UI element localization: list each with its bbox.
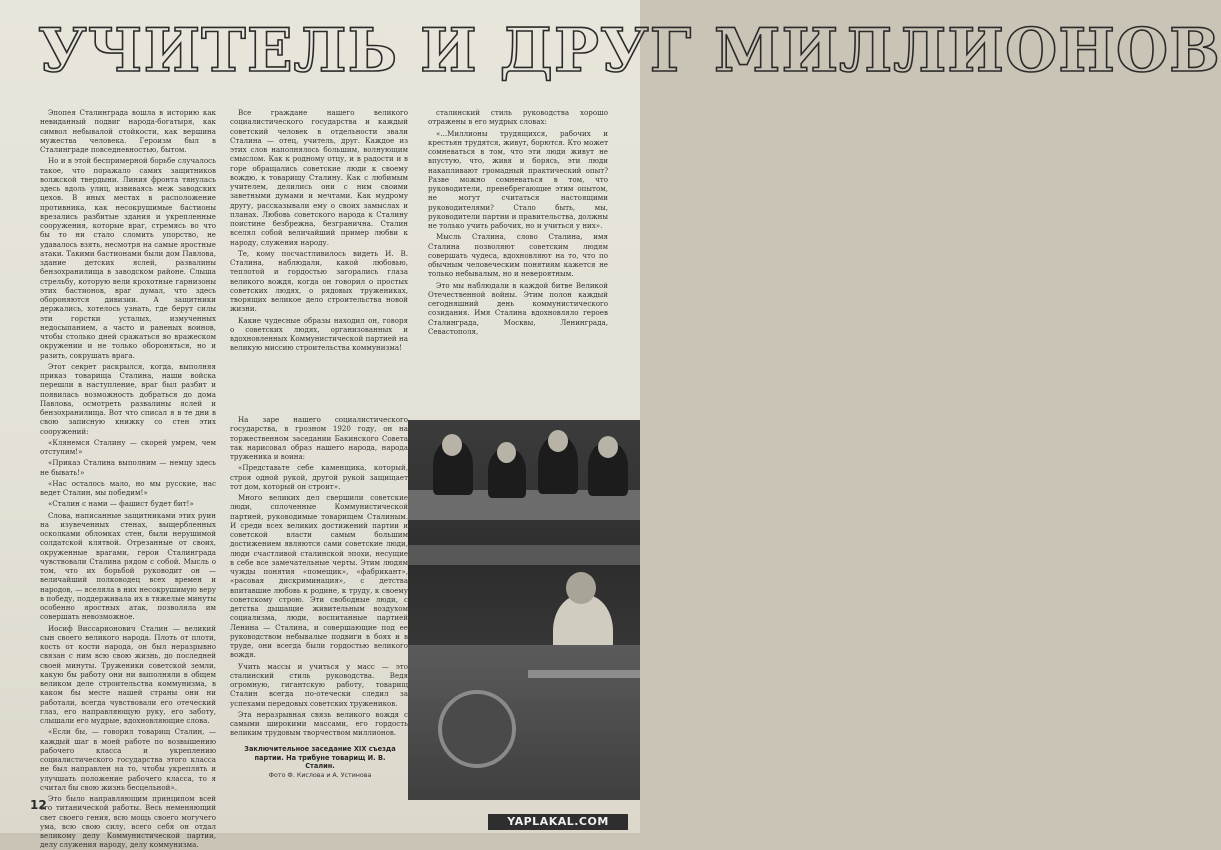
paragraph: Какие чудесные образы находил он, говоря о советских людях, организованных и вдохновленных Коммунистической партией на великую миссию строительства коммунизма! (230, 315, 408, 353)
paragraph: Слова, написанные защитниками этих руин на изувеченных стенах, выщербленных осколками обломках стен, были нерушимой солдатской клятвой. Отрезанные от своих, окруженные врагами, герои Сталинграда чувствовали Сталина рядом с собой. Мысль о том, что их борьбой руководит он — величайший полководец всех времен и народов, — вселяла в них несокрушимую веру в победу, поддерживала их в тяжелые минуты особенно яростных атак, позволяла им совершать невозможное. (40, 510, 216, 622)
paragraph: Все граждане нашего великого социалистического государства и каждый советский человек в отдельности звали Сталина — отец, учитель, друг. Каждое из этих слов наполнялось большим, волнующим смыслом. Как к родному отцу, и в радости и в горе обращались советские люди к своему вождю, к товарищу Сталину. Как с любимым учителем, делились они с ним своими заветными думами и мечтами. Как мудрому другу, рассказывали ему о своих замыслах и планах. Любовь советского народа к Сталину поистине безбрежна, безгранична. Сталин вселял собой величайший пример любви к народу, служения народу. (230, 108, 408, 247)
paragraph: На заре нашего социалистического государства, в грозном 1920 году, он на торжественном заседании Бакинского Совета так нарисовал образ нашего народа, народа труженика и воина: (230, 415, 408, 461)
quote: «Представьте себе каменщика, который, строя одной рукой, другой рукой защищает тот дом, который он строит». (230, 463, 408, 491)
paragraph: Много великих дел свершили советские люди, сплоченные Коммунистической партией, руководимые товарищем Сталиным. И среди всех великих достижений партии и советской власти самым большим достижением являются сами советские люди, люди счастливой сталинской эпохи, несущие в себе все замечательные черты. Этим людям чужды понятия «помещик», «фабрикант», «расовая дискриминация», с детства впитавшие любовь к родине, к труду, к своему советскому строю. Эти свободные люди, с детства дышащие живительным воздухом социализма, люди, воспитанные партией Ленина — Сталина, и совершающие под ее руководством небывалые подвиги в боях и в труде, они всегда были гордостью великого вождя. (230, 493, 408, 660)
article-column-2-lower (230, 415, 408, 740)
paragraph: Это было направляющим принципом всей его титанической работы. Весь неменяющий свет своего гения, всю мощь своего могучего ума, всю свою силу, всего себя он отдал великому делу Коммунистической партии, делу служения народу, делу коммунизма. (40, 794, 216, 850)
photo-credit: Фото Ф. Кислова и А. Устинова (268, 772, 372, 779)
presidium-tier (408, 545, 640, 565)
quote: «...Миллионы трудящихся, рабочих и крестьян трудятся, живут, борются. Кто может сомневаться в том, что эти люди живут не впустую, что, живя и борясь, эти люди накапливают громадный практический опыт? Разве можно сомневаться в том, что руководители, пренебрегающие этим опытом, не могут считаться настоящими руководителями? Стало быть, мы, руководители партии и правительства, должны не только учить рабочих, но и учиться у них». (428, 128, 608, 230)
quote: «Если бы, — говорил товарищ Сталин, — каждый шаг в моей работе по возвышению рабочего класса и укреплению социалистического государства этого класса не был направлен на то, чтобы укреплять и улучшать положение рабочего класса, то я считал бы свою жизнь бесцельной». (40, 727, 216, 792)
congress-photo (408, 420, 640, 800)
paragraph: Эпопея Сталинграда вошла в историю как невиданный подвиг народа-богатыря, как символ небывалой стойкости, как вершина мужества человека. Героизм был в Сталинграде повседневностью, бытом. (40, 108, 216, 154)
quote: «Клянемся Сталину — скорей умрем, чем отступим!» (40, 437, 216, 456)
paragraph: Эта неразрывная связь великого вождя с самыми широкими массами, его гордость великим трудовым творчеством миллионов. (230, 709, 408, 738)
article-column-2 (230, 108, 408, 408)
quote: «Сталин с нами — фашист будет бит!» (48, 499, 194, 509)
state-emblem-icon (438, 690, 516, 768)
page-number: 12 (30, 798, 47, 812)
quote: «Приказ Сталина выполним — немцу здесь не бывать!» (40, 458, 216, 477)
paragraph: Иосиф Виссарионович Сталин — великий сын своего великого народа. Плоть от плоти, кость от кости народа, он был неразрывно связан с ним всю свою жизнь, до последней своей минуты. Труженики советской земли, какую бы работу они ни выполняли в общем великом деле строительства коммунизма, в каком бы месте нашей страны они ни работали, всегда чувствовали его отеческий глаз, его направляющую руку, его заботу, слышали его мудрые, вдохновляющие слова. (40, 623, 216, 725)
paragraph: Учить массы и учиться у масс — это сталинский стиль руководства. Ведя огромную, гигантскую работу, товарищ Сталин всегда по-отечески следил за успехами передовых советских тружеников. (230, 661, 408, 708)
headline: УЧИТЕЛЬ И ДРУГ МИЛЛИОНОВ (38, 16, 1221, 86)
paragraph: Это мы наблюдали в каждой битве Великой Отечественной войны. Этим полон каждый сегодняшний день коммунистического созидания. Имя Сталина вдохновляло героев Сталинграда, Москвы, Ленинграда, Севастополя, (428, 280, 608, 336)
tribune-rail (528, 670, 640, 678)
paragraph: Этот секрет раскрылся, когда, выполняя приказ товарища Сталина, наши войска перешли в наступление, враг был разбит и появилась возможность добраться до дома Павлова, осмотреть развалины яслей и бензохранилища. Вот что списал я в те дни в свою записную книжку со стен этих сооружений: (40, 361, 216, 436)
photo-caption: Заключительное заседание XIX съезда партии. На трибуне товарищ И. В. Сталин. (244, 745, 396, 770)
site-watermark[interactable]: YAPLAKAL.COM (488, 814, 628, 830)
paragraph: Но и в этой беспримерной борьбе случалось такое, что поражало самих защитников волжской твердыни. Линия фронта тянулась здесь вдоль улиц, извиваясь меж заводских цехов. В иных местах в расположение противника, как несокрушимые бастионы врезались разбитые здания и укрепленные сооружения, которые враг, стремясь во что бы то ни стало сломить упорство, не удавалось взять, несмотря на самые яростные атаки. Такими бастионами были дом Павлова, здание детских яслей, развалины бензохранилища в заводском районе. Слыша стрельбу, которую вели крохотные гарнизоны этих бастионов, враг думал, что здесь обороняются дивизии. А защитники держались, хотелось узнать, где берут силы эти горстки усталых, измученных недосыпанием, а часто и раненых воинов, чтобы столько дней сражаться во вражеском окружении и не только обороняться, но и разить, сокрушать врага. (40, 156, 216, 360)
face (442, 434, 462, 456)
article-column-1 (40, 108, 216, 850)
paragraph: сталинский стиль руководства хорошо отражены в его мудрых словах: (428, 108, 608, 127)
quote: «Нас осталось мало, но мы русские, нас ведет Сталин, мы победим!» (40, 478, 216, 497)
face (548, 430, 568, 452)
speaker-face (566, 572, 596, 604)
face (598, 436, 618, 458)
paragraph: Те, кому посчастливилось видеть И. В. Сталина, наблюдали, какой любовью, теплотой и гордостью загорались глаза великого вождя, когда он говорил о простых советских людях, о рядовых тружениках, творящих великое дело строительства новой жизни. (230, 248, 408, 314)
paragraph: Мысль Сталина, слово Сталина, имя Сталина позволяют советским людям совершать чудеса, вдохновляют на то, что по обычным человеческим понятиям кажется не только небывалым, но и невероятным. (428, 232, 608, 279)
article-column-3 (428, 108, 608, 408)
face (497, 442, 516, 463)
